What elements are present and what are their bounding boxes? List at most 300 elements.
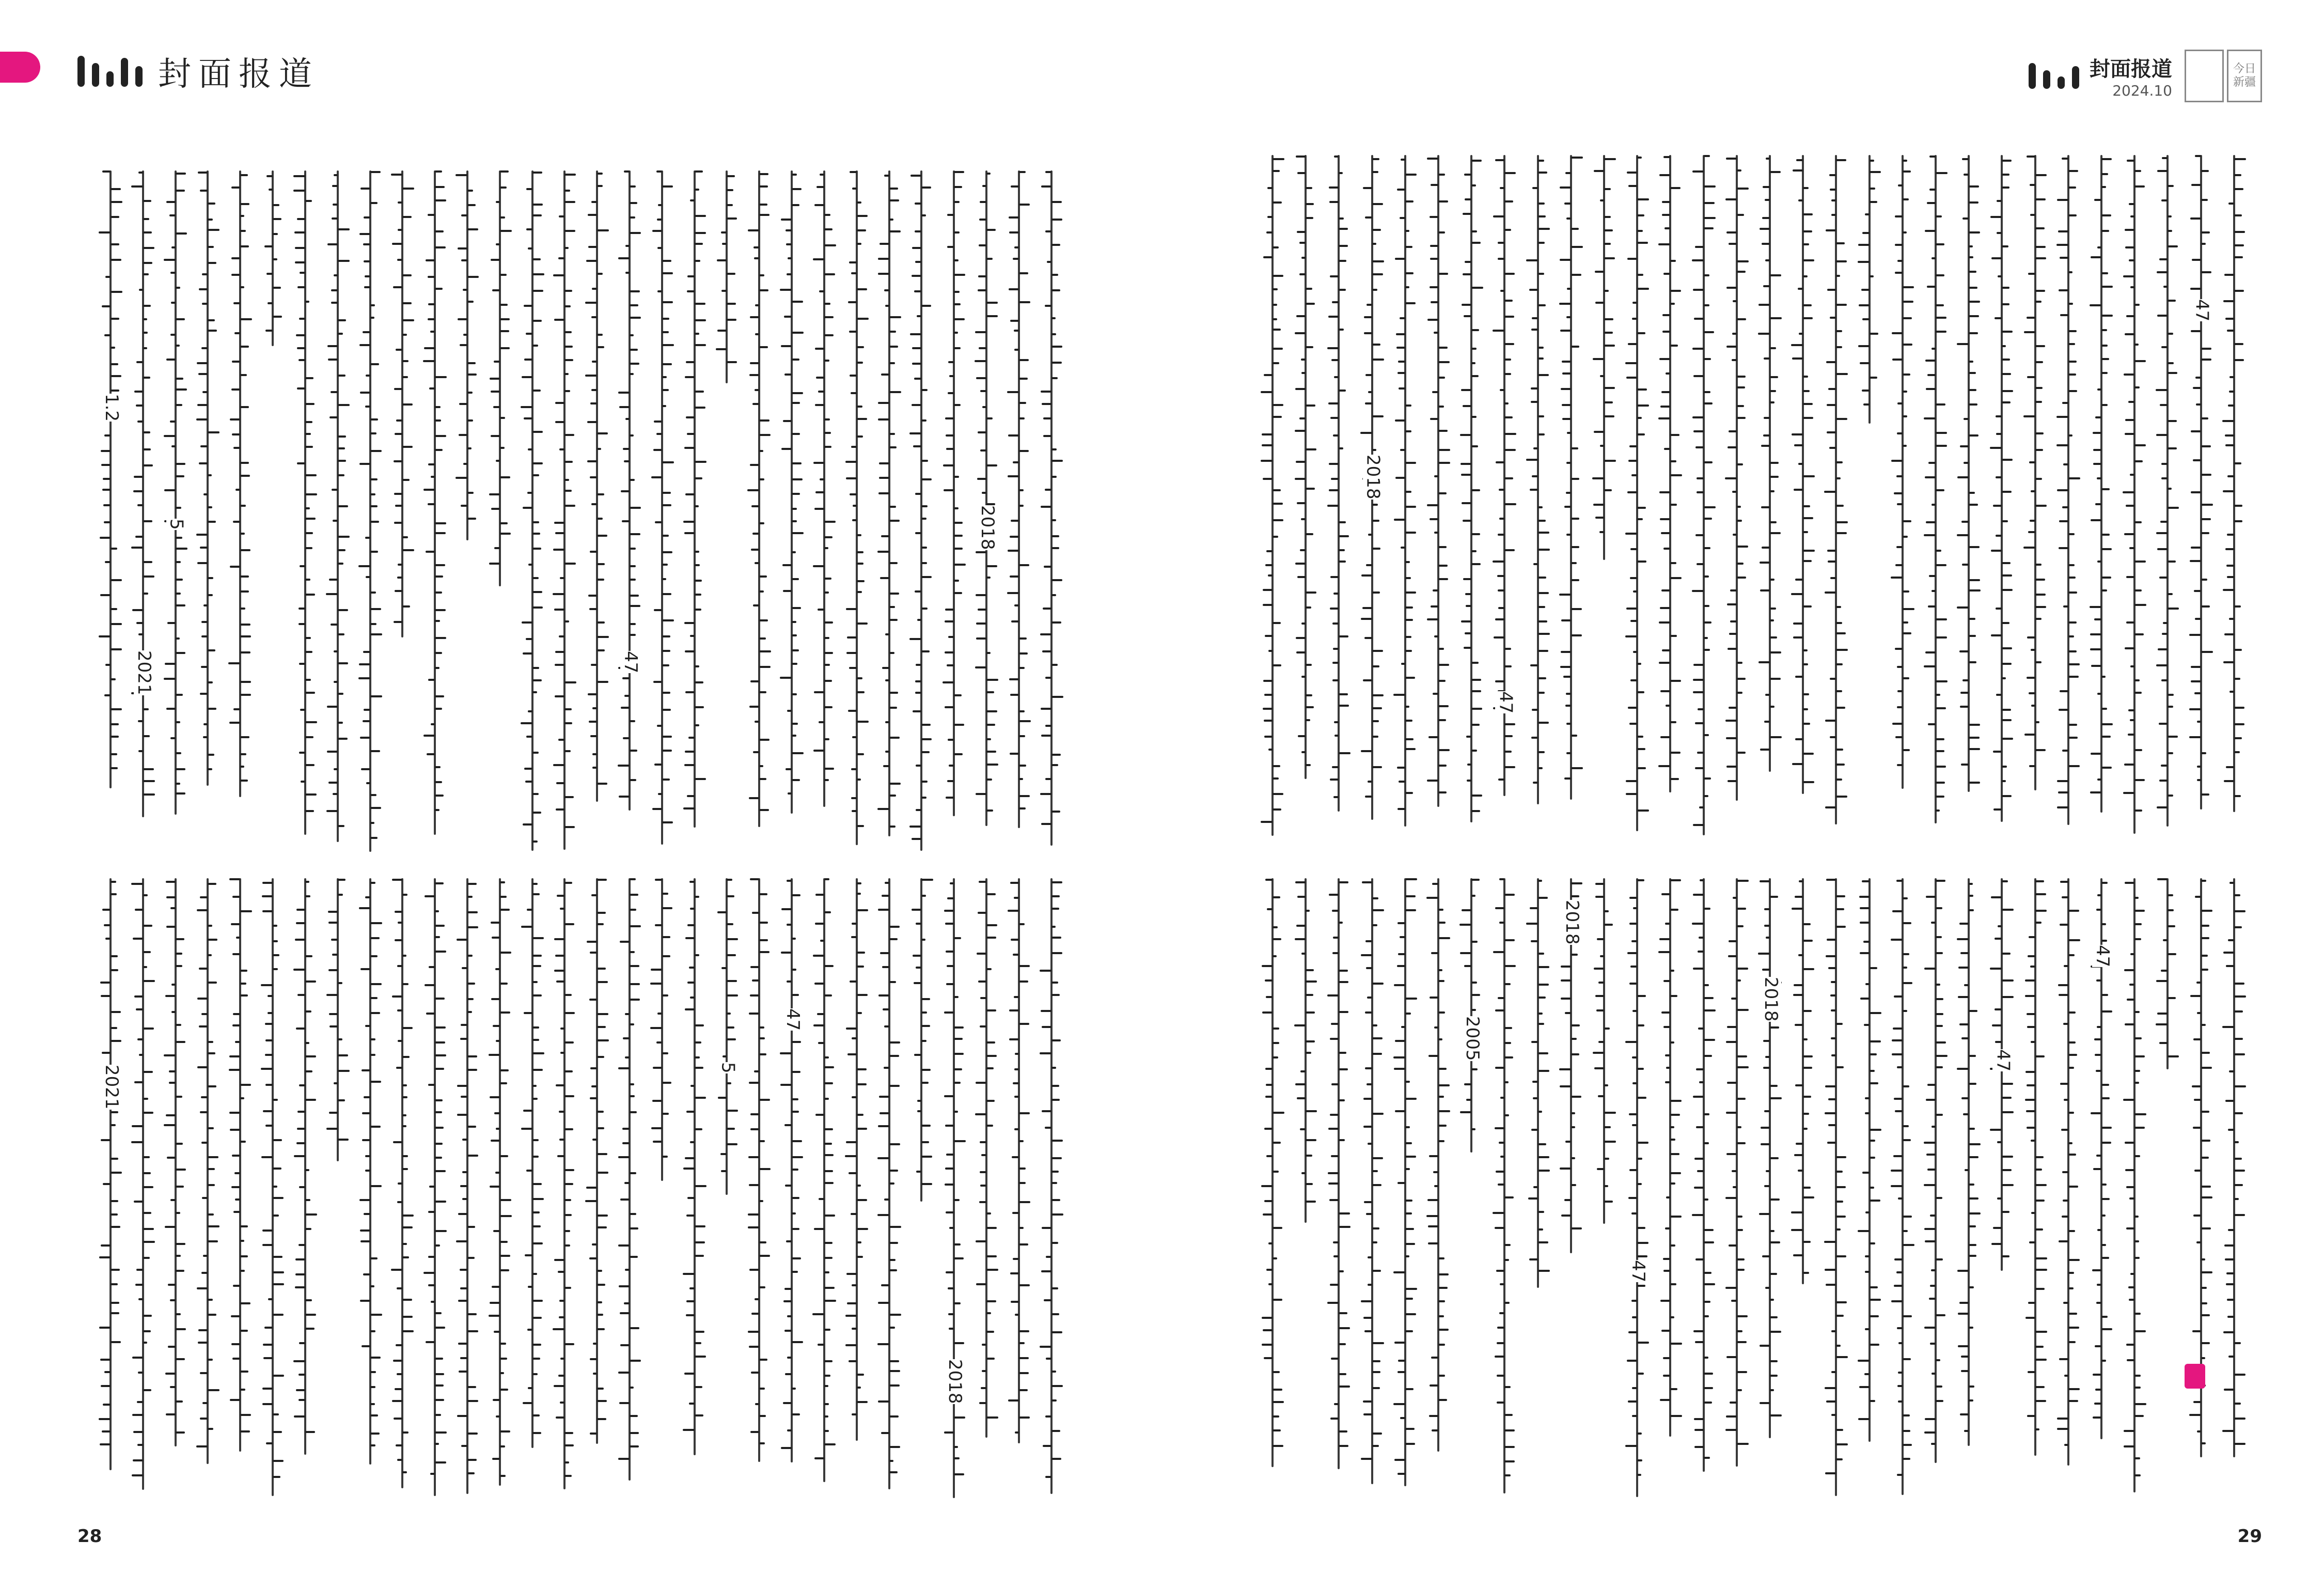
glyph-tick [1903,1458,1910,1460]
glyph-tick [618,257,630,259]
glyph-tick [1969,909,1974,911]
glyph-tick [1464,965,1471,967]
glyph-tick [1330,1114,1339,1116]
glyph-tick [240,994,248,997]
glyph-tick [1010,1272,1019,1274]
glyph-tick [630,434,634,437]
glyph-tick [402,1084,407,1086]
glyph-tick [1531,1129,1538,1131]
glyph-tick [2168,909,2174,911]
glyph-tick [1332,910,1339,912]
glyph-tick [2002,909,2014,911]
glyph-tick [2134,460,2143,462]
glyph-tick [229,1069,240,1071]
glyph-tick [1730,1402,1737,1404]
glyph-tick [1593,358,1604,360]
glyph-tick [1737,1330,1742,1332]
glyph-tick [717,330,727,332]
glyph-tick [1728,780,1737,782]
glyph-tick [1694,1158,1704,1160]
glyph-tick [1261,821,1273,823]
glyph-tick [240,533,245,535]
glyph-tick [1897,690,1903,692]
glyph-tick [1903,520,1911,522]
glyph-tick [265,1125,273,1127]
glyph-tick [233,708,240,710]
glyph-tick [2201,1227,2211,1229]
glyph-tick [2035,387,2043,389]
glyph-tick [1019,1342,1025,1344]
glyph-tick [564,1041,574,1044]
text-line-stroke [239,170,241,797]
glyph-tick [885,633,889,635]
glyph-tick [1405,650,1412,652]
glyph-tick [1891,1185,1903,1187]
glyph-tick [662,994,668,997]
glyph-tick [1969,895,1973,897]
glyph-tick [131,1141,143,1143]
glyph-tick [695,1331,704,1333]
text-column [1044,878,1059,1498]
glyph-tick [435,1201,446,1203]
glyph-tick [208,577,213,579]
glyph-tick [2234,256,2243,258]
glyph-tick [1438,565,1448,567]
glyph-tick [208,1127,214,1129]
glyph-tick [1526,459,1538,461]
glyph-tick [1051,274,1058,276]
glyph-tick [754,1070,759,1072]
glyph-tick [1637,1373,1644,1375]
glyph-tick [460,1038,467,1040]
glyph-tick [1996,415,2002,417]
glyph-tick [1273,1257,1277,1259]
glyph-tick [1836,1315,1844,1317]
glyph-tick [748,229,759,231]
glyph-tick [1803,213,1813,215]
glyph-tick [662,936,670,938]
glyph-tick [2068,390,2077,392]
glyph-tick [360,392,370,394]
glyph-tick [1836,622,1842,624]
glyph-tick [564,1461,569,1464]
glyph-tick [1471,1068,1478,1070]
glyph-tick [467,1400,478,1402]
glyph-tick [2134,360,2146,362]
text-column [1663,155,1677,837]
text-line-stroke [661,878,663,1181]
glyph-tick [1395,419,1405,422]
glyph-tick [168,1346,176,1348]
text-column [1365,878,1379,1498]
glyph-tick [1019,1167,1026,1170]
glyph-tick [396,1444,402,1446]
glyph-tick [1903,1216,1912,1218]
glyph-tick [2035,1269,2047,1271]
glyph-tick [1969,1083,1976,1085]
glyph-tick [240,406,249,408]
glyph-tick [1990,1129,2002,1131]
glyph-tick [1306,346,1313,348]
text-column [2061,878,2076,1498]
glyph-tick [1566,462,1571,464]
glyph-tick [2068,564,2075,566]
glyph-tick [111,1040,121,1042]
glyph-tick [1770,1360,1778,1362]
glyph-tick [273,1186,277,1188]
glyph-tick [727,923,733,925]
glyph-tick [102,909,111,911]
glyph-tick [1538,592,1549,594]
glyph-tick [2029,461,2035,463]
glyph-tick [1372,707,1382,709]
glyph-tick [1493,561,1504,563]
glyph-tick [889,1314,901,1316]
glyph-tick [1019,765,1026,767]
glyph-tick [1364,316,1372,318]
glyph-tick [2234,520,2242,522]
glyph-tick [1538,1143,1546,1145]
glyph-tick [2002,622,2009,624]
glyph-tick [1493,951,1504,953]
glyph-tick [273,968,278,970]
glyph-tick [1926,896,1936,898]
glyph-tick [1500,389,1504,391]
glyph-tick [2234,1112,2243,1114]
glyph-tick [814,508,824,510]
glyph-tick [1870,1070,1875,1072]
glyph-tick [2068,1154,2076,1156]
glyph-tick [749,1013,759,1015]
glyph-tick [338,435,346,438]
glyph-tick [852,736,857,738]
glyph-tick [1594,431,1604,433]
glyph-tick [1704,1357,1708,1359]
glyph-tick [684,764,695,766]
glyph-tick [1693,664,1704,666]
glyph-tick [1903,967,1907,969]
glyph-tick [1604,489,1612,491]
glyph-tick [1500,1283,1504,1285]
glyph-tick [1504,1302,1510,1304]
glyph-tick [749,706,759,708]
glyph-tick [884,1025,889,1027]
glyph-tick [2097,388,2101,391]
glyph-tick [1964,1430,1969,1432]
glyph-tick [921,576,932,578]
glyph-tick [338,375,346,377]
glyph-tick [889,1182,894,1185]
glyph-tick [2068,170,2078,172]
glyph-tick [1462,909,1471,911]
glyph-tick [1770,274,1781,276]
glyph-tick [792,723,798,725]
glyph-tick [687,275,695,277]
glyph-tick [986,1227,997,1229]
glyph-tick [137,421,143,423]
glyph-tick [1571,1126,1575,1128]
glyph-tick [1924,665,1936,667]
glyph-tick [1803,1010,1812,1012]
glyph-tick [2234,462,2241,464]
glyph-tick [391,1269,402,1271]
glyph-tick [176,318,185,320]
glyph-tick [169,1082,176,1084]
glyph-tick [943,464,954,466]
glyph-tick [2201,532,2209,534]
glyph-tick [1405,1168,1410,1170]
glyph-tick [2168,215,2172,217]
glyph-tick [695,319,706,321]
glyph-tick [1372,229,1381,231]
glyph-tick [1831,981,1836,983]
glyph-tick [1737,968,1748,970]
glyph-tick [1969,389,1976,391]
glyph-tick [364,1213,370,1215]
glyph-tick [1997,200,2002,202]
glyph-tick [1692,170,1704,173]
glyph-tick [2035,749,2046,751]
glyph-tick [171,302,176,304]
glyph-tick [1770,317,1782,319]
header-right-text [2090,53,2172,99]
glyph-tick [1019,807,1026,809]
glyph-tick [1836,304,1847,306]
glyph-tick [889,362,895,364]
glyph-tick [1266,1269,1273,1271]
glyph-tick [1704,1315,1709,1317]
glyph-tick [857,288,867,290]
glyph-tick [1733,1186,1737,1188]
glyph-tick [630,479,635,481]
glyph-tick [463,334,467,336]
glyph-tick [176,475,184,477]
glyph-tick [1405,200,1414,203]
glyph-tick [1331,478,1339,480]
glyph-tick [1604,1112,1616,1114]
glyph-tick [1372,1241,1377,1243]
glyph-tick [1637,1142,1648,1144]
glyph-tick [1044,566,1051,568]
glyph-tick [1830,678,1836,680]
glyph-tick [435,522,446,524]
glyph-tick [1924,1327,1936,1329]
glyph-tick [597,1284,605,1286]
glyph-tick [1962,679,1969,681]
glyph-tick [1015,1053,1019,1055]
glyph-tick [1405,636,1411,638]
glyph-tick [1051,1199,1060,1201]
glyph-tick [362,1139,370,1141]
glyph-tick [1566,723,1571,725]
glyph-tick [467,1226,475,1228]
glyph-tick [824,768,834,770]
glyph-tick [1433,589,1438,591]
glyph-tick [1393,1271,1405,1273]
glyph-tick [1538,1270,1550,1272]
glyph-tick [493,1025,500,1027]
glyph-tick [1694,1429,1704,1431]
glyph-tick [1571,735,1577,737]
glyph-tick [759,1241,766,1243]
glyph-tick [1791,344,1803,346]
glyph-tick [759,1026,764,1029]
glyph-tick [143,377,150,379]
glyph-tick [2002,1255,2009,1257]
glyph-tick [1969,1399,1973,1402]
glyph-tick [2035,505,2047,507]
glyph-tick [2159,258,2168,260]
glyph-tick [2189,736,2201,738]
glyph-tick [1405,878,1417,880]
glyph-tick [1836,749,1843,751]
glyph-tick [1339,1445,1348,1447]
glyph-tick [1401,547,1405,549]
glyph-tick [559,215,564,217]
glyph-tick [695,1097,706,1099]
glyph-tick [1737,1216,1742,1218]
glyph-tick [491,922,500,924]
glyph-tick [265,1054,273,1056]
glyph-tick [334,768,338,770]
glyph-tick [1936,694,1940,696]
glyph-tick [203,1255,208,1257]
glyph-tick [1936,403,1945,406]
glyph-tick [2234,231,2245,233]
glyph-tick [1729,243,1737,245]
glyph-tick [1430,518,1438,520]
glyph-tick [1306,606,1311,609]
glyph-tick [1560,666,1571,668]
text-line-stroke [2200,155,2202,809]
glyph-tick [2095,1345,2101,1347]
glyph-tick [1737,546,1748,548]
glyph-tick [2123,792,2134,794]
glyph-tick [2125,1023,2134,1025]
text-line-stroke [563,170,566,850]
glyph-tick [564,390,570,392]
glyph-tick [1637,1342,1649,1344]
glyph-tick [395,433,402,435]
glyph-tick [1628,460,1637,462]
glyph-tick [208,1389,219,1391]
glyph-tick [2026,1110,2035,1112]
glyph-tick [684,622,695,624]
glyph-tick [2168,997,2176,999]
glyph-tick [1663,156,1670,158]
glyph-tick [2035,257,2046,259]
glyph-tick [360,1240,370,1242]
glyph-tick [428,1211,435,1213]
glyph-tick [269,189,273,191]
glyph-tick [139,1054,143,1056]
glyph-tick [1693,289,1704,291]
glyph-tick [695,1056,700,1058]
glyph-tick [1637,736,1643,738]
glyph-tick [759,1286,765,1288]
glyph-tick [2093,463,2101,465]
glyph-tick [494,361,500,363]
glyph-tick [1051,244,1060,246]
glyph-tick [1306,1011,1315,1014]
glyph-tick [1957,1068,1969,1070]
glyph-tick [792,462,802,464]
glyph-tick [1301,372,1306,374]
glyph-tick [1051,982,1058,984]
glyph-tick [978,431,986,433]
glyph-tick [824,680,832,682]
glyph-tick [1870,1242,1875,1244]
glyph-tick [921,1069,931,1071]
glyph-tick [852,1037,857,1039]
glyph-tick [1794,1154,1803,1156]
glyph-tick [362,1345,370,1347]
glyph-tick [1405,1330,1413,1332]
glyph-tick [176,938,184,940]
glyph-tick [784,373,792,376]
glyph-tick [630,363,639,365]
glyph-tick [980,390,986,392]
glyph-tick [2234,1443,2246,1445]
glyph-tick [909,826,921,828]
glyph-tick [370,997,378,999]
glyph-tick [1969,231,1980,233]
glyph-tick [1014,330,1019,332]
text-column [1561,878,1582,1498]
glyph-tick [1969,1143,1981,1145]
glyph-tick [1760,749,1770,751]
glyph-tick [458,1213,467,1215]
glyph-tick [820,174,824,176]
glyph-tick [2094,1038,2101,1040]
glyph-tick [1361,1458,1372,1460]
glyph-tick [300,272,305,274]
glyph-tick [1799,880,1803,882]
glyph-tick [662,272,673,274]
glyph-tick [1860,922,1870,924]
glyph-tick [2091,1112,2101,1114]
glyph-tick [1273,489,1281,491]
glyph-tick [1265,979,1273,982]
glyph-tick [1019,1227,1024,1229]
glyph-tick [1803,390,1810,392]
glyph-tick [2068,724,2077,726]
glyph-tick [1836,764,1845,766]
glyph-tick [2157,315,2168,317]
glyph-tick [111,1269,120,1271]
glyph-tick [425,895,435,897]
glyph-tick [2234,1158,2242,1160]
text-column [1928,155,1943,837]
glyph-tick [695,954,699,956]
glyph-tick [2234,751,2240,753]
glyph-tick [597,518,603,520]
glyph-tick [1766,158,1770,160]
glyph-tick [1892,332,1903,334]
glyph-tick [1538,751,1545,753]
glyph-tick [1471,329,1479,331]
glyph-tick [555,532,564,534]
glyph-tick [2201,1024,2206,1026]
glyph-tick [457,939,467,941]
glyph-tick [1504,503,1516,505]
glyph-tick [2068,303,2073,305]
glyph-tick [370,882,375,884]
glyph-tick [2134,1037,2142,1039]
glyph-tick [1495,1227,1504,1229]
glyph-tick [132,1125,143,1127]
glyph-tick [294,1155,305,1157]
